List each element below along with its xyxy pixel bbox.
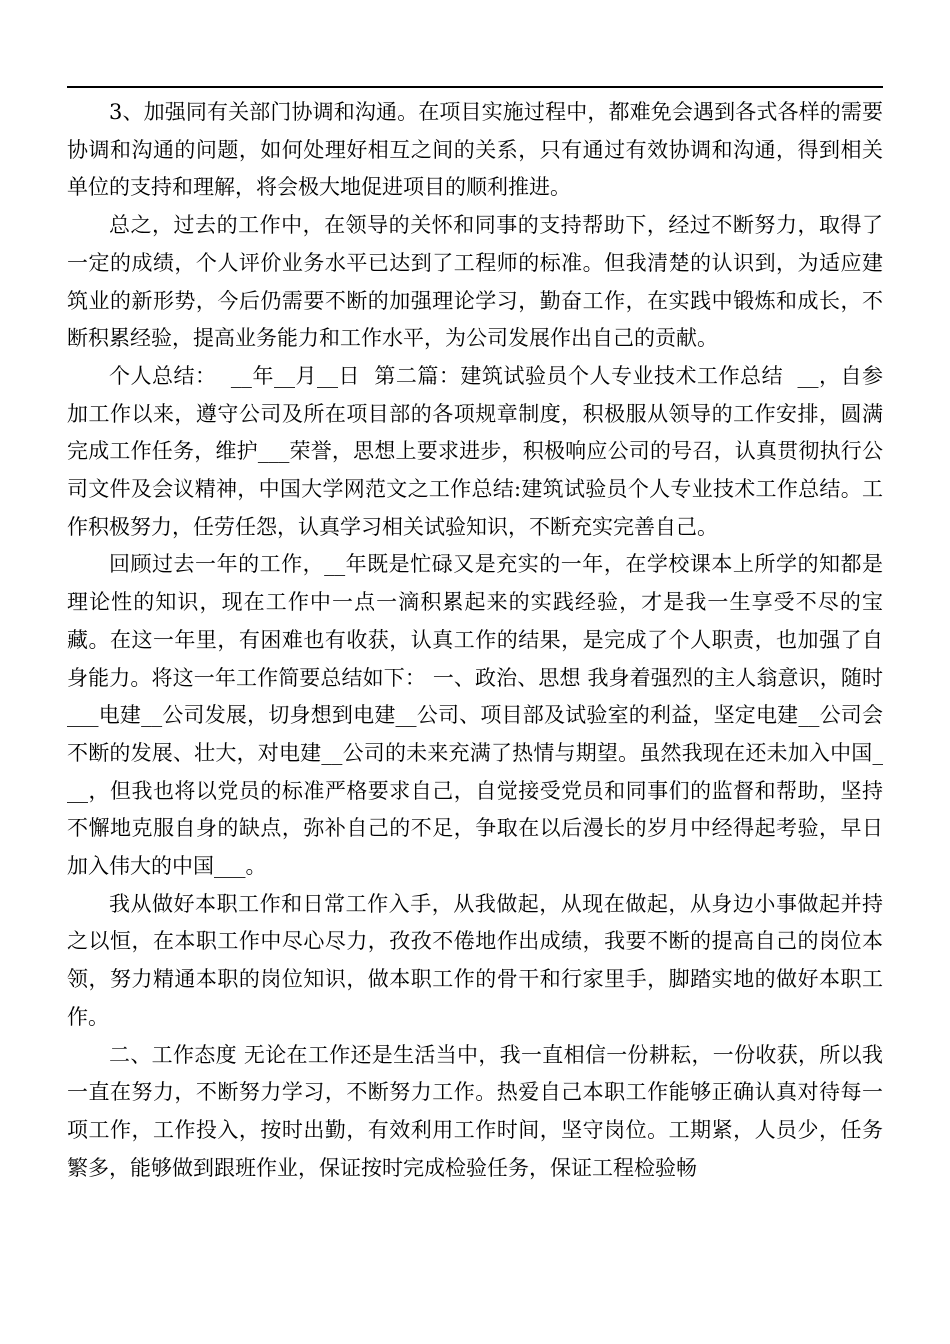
paragraph-job-duties: 我从做好本职工作和日常工作入手，从我做起，从现在做起，从身边小事做起并持之以恒，在本职工作中尽心尽力，孜孜不倦地作出成绩，我要不断的提高自己的岗位本领，努力精通本职的岗位知识，做本职工作的骨干和行家里手，脚踏实地的做好本职工作。 xyxy=(67,891,883,1029)
paragraph-conclusion: 总之，过去的工作中，在领导的关怀和同事的支持帮助下，经过不断努力，取得了一定的成绩，个人评价业务水平已达到了工程师的标准。但我清楚的认识到，为适应建筑业的新形势，今后仍需要不断的加强理论学习，勤奋工作，在实践中锻炼和成长，不断积累经验，提高业务能力和工作水平，为公司发展作出自己的贡献。 xyxy=(67,213,883,351)
paragraph-year-review: 回顾过去一年的工作，__年既是忙碌又是充实的一年，在学校课本上所学的知都是理论性的知识，现在工作中一点一滴积累起来的实践经验，才是我一生享受不尽的宝藏。在这一年里，有困难也有收获，认真工作的结果，是完成了个人职责，也加强了自身能力。将这一年工作简要总结如下： 一、政治、思想 我身着强烈的主人翁意识，随时___电建__公司发展，切身想到电建__公司、项目部及试验室的利益，坚定电建__公司会不断的发展、壮大，对电建__公司的未来充满了热情与期望。虽然我现在还未加入中国___，但我也将以党员的标准严格要求自己，自觉接受党员和同事们的监督和帮助，坚持不懈地克服自身的缺点，弥补自己的不足，争取在以后漫长的岁月中经得起考验，早日加入伟大的中国___。 xyxy=(67,552,883,879)
paragraph-personal-summary: 个人总结： __年__月__日 第二篇：建筑试验员个人专业技术工作总结 __，自参加工作以来，遵守公司及所在项目部的各项规章制度，积极服从领导的工作安排，圆满完成工作任务，维护___荣誉，思想上要求进步，积极响应公司的号召，认真贯彻执行公司文件及会议精神，中国大学网范文之工作总结:建筑试验员个人专业技术工作总结。工作积极努力，任劳任怨，认真学习相关试验知识，不断充实完善自己。 xyxy=(67,363,883,539)
paragraph-work-attitude: 二、工作态度 无论在工作还是生活当中，我一直相信一份耕耘，一份收获，所以我一直在努力，不断努力学习，不断努力工作。热爱自己本职工作能够正确认真对待每一项工作，工作投入，按时出勤，有效利用工作时间，坚守岗位。工期紧，人员少，任务繁多，能够做到跟班作业，保证按时完成检验任务，保证工程检验畅 xyxy=(67,1042,883,1180)
document-page xyxy=(67,0,883,1344)
paragraph-coordination: 3、加强同有关部门协调和沟通。在项目实施过程中，都难免会遇到各式各样的需要协调和沟通的问题，如何处理好相互之间的关系，只有通过有效协调和沟通，得到相关单位的支持和理解，将会极大地促进项目的顺利推进。 xyxy=(67,100,883,200)
document-body xyxy=(67,94,883,1187)
header-rule xyxy=(67,86,883,88)
